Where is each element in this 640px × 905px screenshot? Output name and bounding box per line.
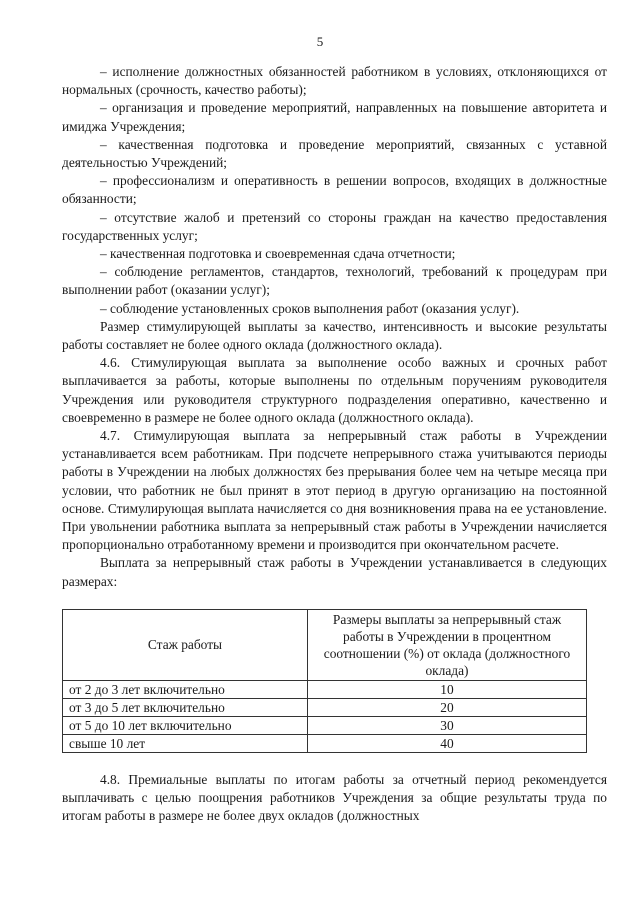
- list-item: – качественная подготовка и проведение мероприятий, связанных с уставной деятельностью Учреждений;: [62, 136, 607, 171]
- table-header-stazh: Стаж работы: [63, 609, 308, 680]
- paragraph-4-7: 4.7. Стимулирующая выплата за непрерывный стаж работы в Учреждении устанавливается всем работникам. При подсчете непрерывного стажа учитываются периоды работы в Учреждении на любых должностях без прерывания более чем на четыре месяца при условии, что работник не был принят в этот период в другую организацию на постоянной основе. Стимулирующая выплата начисляется со дня возникновения права на ее установление. При увольнении работника выплата за непрерывный стаж работы в Учреждении начисляется пропорционально отработанному времени и производится при окончательном расчете.: [62, 428, 607, 553]
- list-item: – соблюдение регламентов, стандартов, технологий, требований к процедурам при выполнении работ (оказании услуг);: [62, 264, 607, 298]
- table-cell-stazh: свыше 10 лет: [63, 734, 308, 752]
- table-row: [63, 698, 587, 716]
- list-item: – исполнение должностных обязанностей работником в условиях, отклоняющихся от нормальных (срочность, качество работы);: [62, 64, 607, 98]
- paragraph-4-6: 4.6. Стимулирующая выплата за выполнение особо важных и срочных работ выплачивается за работы, которые выполнены по отдельным поручениям руководителя Учреждения или руководителя структурного подразделения оперативно, качественно и своевременно в размере не более одного оклада (должностного оклада).: [62, 355, 607, 425]
- list-item: – профессионализм и оперативность в решении вопросов, входящих в должностные обязанности;: [62, 173, 607, 207]
- table-cell-stazh: от 2 до 3 лет включительно: [63, 680, 308, 698]
- table-cell-value: 10: [308, 680, 587, 698]
- list-item: – отсутствие жалоб и претензий со стороны граждан на качество предоставления государственных услуг;: [62, 209, 607, 243]
- table-header-razmer: Размеры выплаты за непрерывный стаж работы в Учреждении в процентном соотношении (%) от оклада (должностного оклада): [308, 609, 587, 680]
- criteria-list: [62, 63, 607, 318]
- paragraph-razmer: Размер стимулирующей выплаты за качество, интенсивность и высокие результаты работы составляет не более одного оклада (должностного оклада).: [62, 318, 607, 353]
- table-cell-value: 20: [308, 698, 587, 716]
- document-body: [62, 63, 607, 826]
- table-cell-stazh: от 3 до 5 лет включительно: [63, 698, 308, 716]
- paragraph-4-8: 4.8. Премиальные выплаты по итогам работы за отчетный период рекомендуется выплачивать с целью поощрения работников Учреждения за общие результаты труда по итогам работы в размере не более двух окладов (должностных: [62, 771, 607, 824]
- list-item: – соблюдение установленных сроков выполнения работ (оказания услуг).: [100, 300, 520, 316]
- stazh-table: [62, 609, 587, 753]
- page-number: 5: [316, 34, 324, 49]
- paragraph-table-intro: Выплата за непрерывный стаж работы в Учреждении устанавливается в следующих размерах:: [62, 555, 607, 589]
- table-row: [63, 734, 587, 752]
- table-cell-stazh: от 5 до 10 лет включительно: [63, 716, 308, 734]
- table-row: [63, 680, 587, 698]
- table-row: [63, 716, 587, 734]
- list-item: – организация и проведение мероприятий, направленных на повышение авторитета и имиджа Учреждения;: [62, 100, 607, 134]
- list-item: – качественная подготовка и своевременная сдача отчетности;: [100, 246, 456, 262]
- table-cell-value: 40: [308, 734, 587, 752]
- table-header-row: [63, 609, 587, 680]
- table-cell-value: 30: [308, 716, 587, 734]
